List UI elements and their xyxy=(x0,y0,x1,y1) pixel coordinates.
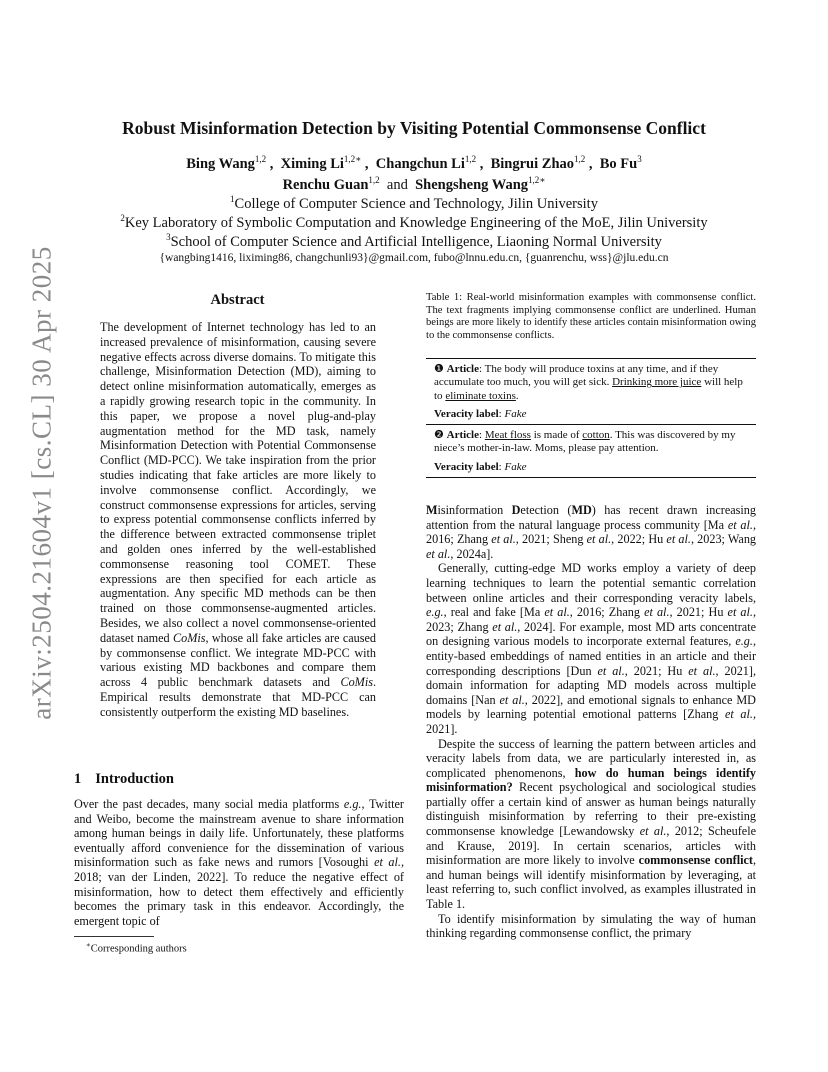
author-emails: {wangbing1416, liximing86, changchunli93}@gmail.com, fubo@lnnu.edu.cn, {guanrenchu, wss}@jlu.edu.cn xyxy=(159,252,669,264)
abstract-heading: Abstract xyxy=(210,292,265,308)
author: Shengsheng Wang$^{1,2∗}$ xyxy=(415,175,546,193)
arxiv-sidebar-stamp: arXiv:2504.21604v1 [cs.CL] 30 Apr 2025 xyxy=(26,246,57,720)
author: Changchun Li$^{1,2}$ xyxy=(375,154,477,172)
paper-title: Robust Misinformation Detection by Visiting Potential Commonsense Conflict xyxy=(122,118,706,138)
author: Bing Wang$^{1,2}$ xyxy=(186,154,267,172)
table-bottom-rule xyxy=(426,477,756,478)
paragraph: Misinformation Detection (MD) has recent drawn increasing attention from the natural language process community [Ma et al., 2016; Zhang et al., 2021; Sheng et al., 2022; Hu et al., 2023; Wang et al., 2024a]. xyxy=(426,503,757,561)
section-heading-introduction: 1 Introduction xyxy=(74,771,174,787)
right-column-body xyxy=(426,503,756,941)
example-1-veracity: Veracity label: Fake xyxy=(434,407,527,420)
example-table xyxy=(426,358,756,478)
paragraph: Despite the success of learning the pattern between articles and veracity labels from data, we are particularly interested in, as complicated phenomenons, how do human beings identify misinformation? Recent psychological and sociological studies partially offer a certain kind of answer as human beings naturally distinguish misinformation by referring to their pre-existing commonsense knowledge [Lewandowsky et al., 2012; Scheufele and Krause, 2019]. In certain scenarios, articles with misinformation are more likely to involve commonsense conflict, and human beings will identify misinformation by leveraging, at least referring to, such conflict involved, as examples illustrated in Table 1. xyxy=(426,736,757,912)
example-2-article: ❷ Article: Meat floss is made of cotton. This was discovered by my niece’s mother-in-law. Moms, please pay attention. xyxy=(434,429,736,455)
author-list-line-2 xyxy=(0,175,828,194)
introduction-body: Over the past decades, many social media platforms e.g., Twitter and Weibo, become the mainstream avenue to share information among human beings in daily life. Unfortunately, these platforms eventually afford convenience for the dissemination of various misinformation such as fake news and rumors [Vosoughi et al., 2018; van der Linden, 2022]. To reduce the negative effect of misinformation, how to detect them effectively and efficiently becomes the primary task in this endeavor. Accordingly, the emergent topic of xyxy=(74,797,404,928)
affiliation: $^1$College of Computer Science and Technology, Jilin University xyxy=(230,194,598,212)
paragraph: To identify misinformation by simulating the way of human thinking regarding commonsense conflict, the primary xyxy=(426,911,756,941)
abstract-body: The development of Internet technology has led to an increased prevalence of misinformation, causing severe negative effects across diverse domains. To mitigate this challenge, Misinformation Detection (MD), aiming to detect online misinformation automatically, emerges as a rapidly growing research topic in the community. In this paper, we propose a novel plug-and-play augmentation method for the MD task, namely Misinformation Detection with Potential Commonsense Conflict (MD-PCC). We take inspiration from the prior studies indicating that fake articles are more likely to involve commonsense conflict. Accordingly, we construct commonsense expressions for articles, serving to express potential commonsense conflicts inferred by the difference between extracted commonsense triplet and golden ones inferred by the well-established commonsense reasoning tool COMET. These expressions are then specified for each article as augmentation. Any specific MD methods can be then trained on those commonsense-augmented articles. Besides, we also collect a novel commonsense-oriented dataset named CoMis, whose all fake articles are caused by commonsense conflict. We integrate MD-PCC with various existing MD backbones and compare them across 4 public benchmark datasets and CoMis. Empirical results demonstrate that MD-PCC can consistently outperform the existing MD baselines. xyxy=(100,320,376,719)
footnote-rule xyxy=(74,936,154,937)
author: Ximing $Li^{1,2∗}$ xyxy=(280,154,362,172)
example-2-veracity: Veracity label: Fake xyxy=(434,460,527,473)
paragraph: Generally, cutting-edge MD works employ a variety of deep learning techniques to learn the potential semantic correlation between online articles and their corresponding veracity labels, e.g., real and fake [Ma et al., 2016; Zhang et al., 2021; Hu et al., 2023; Zhang et al., 2024]. For example, most MD arts concentrate on designing various models to incorporate external features, e.g., entity-based embeddings of named entities in an article and their corresponding descriptions [Dun et al., 2021; Hu et al., 2021], domain information for adapting MD models across multiple domains [Nan et al., 2022], and emotional signals to enhance MD models by learning potential emotional patterns [Zhang et al., 2021]. xyxy=(426,561,757,736)
author: Bo Fu$^3$ xyxy=(599,154,642,172)
author: Renchu Guan$^{1,2}$ xyxy=(282,175,380,193)
author: Bingrui Zhao$^{1,2}$ xyxy=(490,154,586,172)
author-list-line-1: Bing Wang$^{1,2}$ , Ximing $Li^{1,2∗}$ , Changchun Li$^{1,2}$ , Bingrui Zhao$^{1,2}$ , Bo Fu$^3$ xyxy=(186,154,642,172)
author-and: and xyxy=(386,176,408,193)
footnote: ∗Corresponding authors xyxy=(86,941,187,955)
table-caption: Table 1: Real-world misinformation examples with commonsense conflict. The text fragments implying commonsense conflict are underlined. Human beings are more likely to identify these articles contain misinformation owing to the commonsense conflicts. xyxy=(426,292,756,341)
example-1-article: ❶ Article: The body will produce toxins at any time, and if they accumulate too much, you will get sick. Drinking more juice will help to eliminate toxins. xyxy=(434,363,743,402)
affiliation: $^2$Key Laboratory of Symbolic Computation and Knowledge Engineering of the MoE, Jilin University xyxy=(120,213,708,231)
affiliation: $^3$School of Computer Science and Artificial Intelligence, Liaoning Normal University xyxy=(166,232,662,250)
